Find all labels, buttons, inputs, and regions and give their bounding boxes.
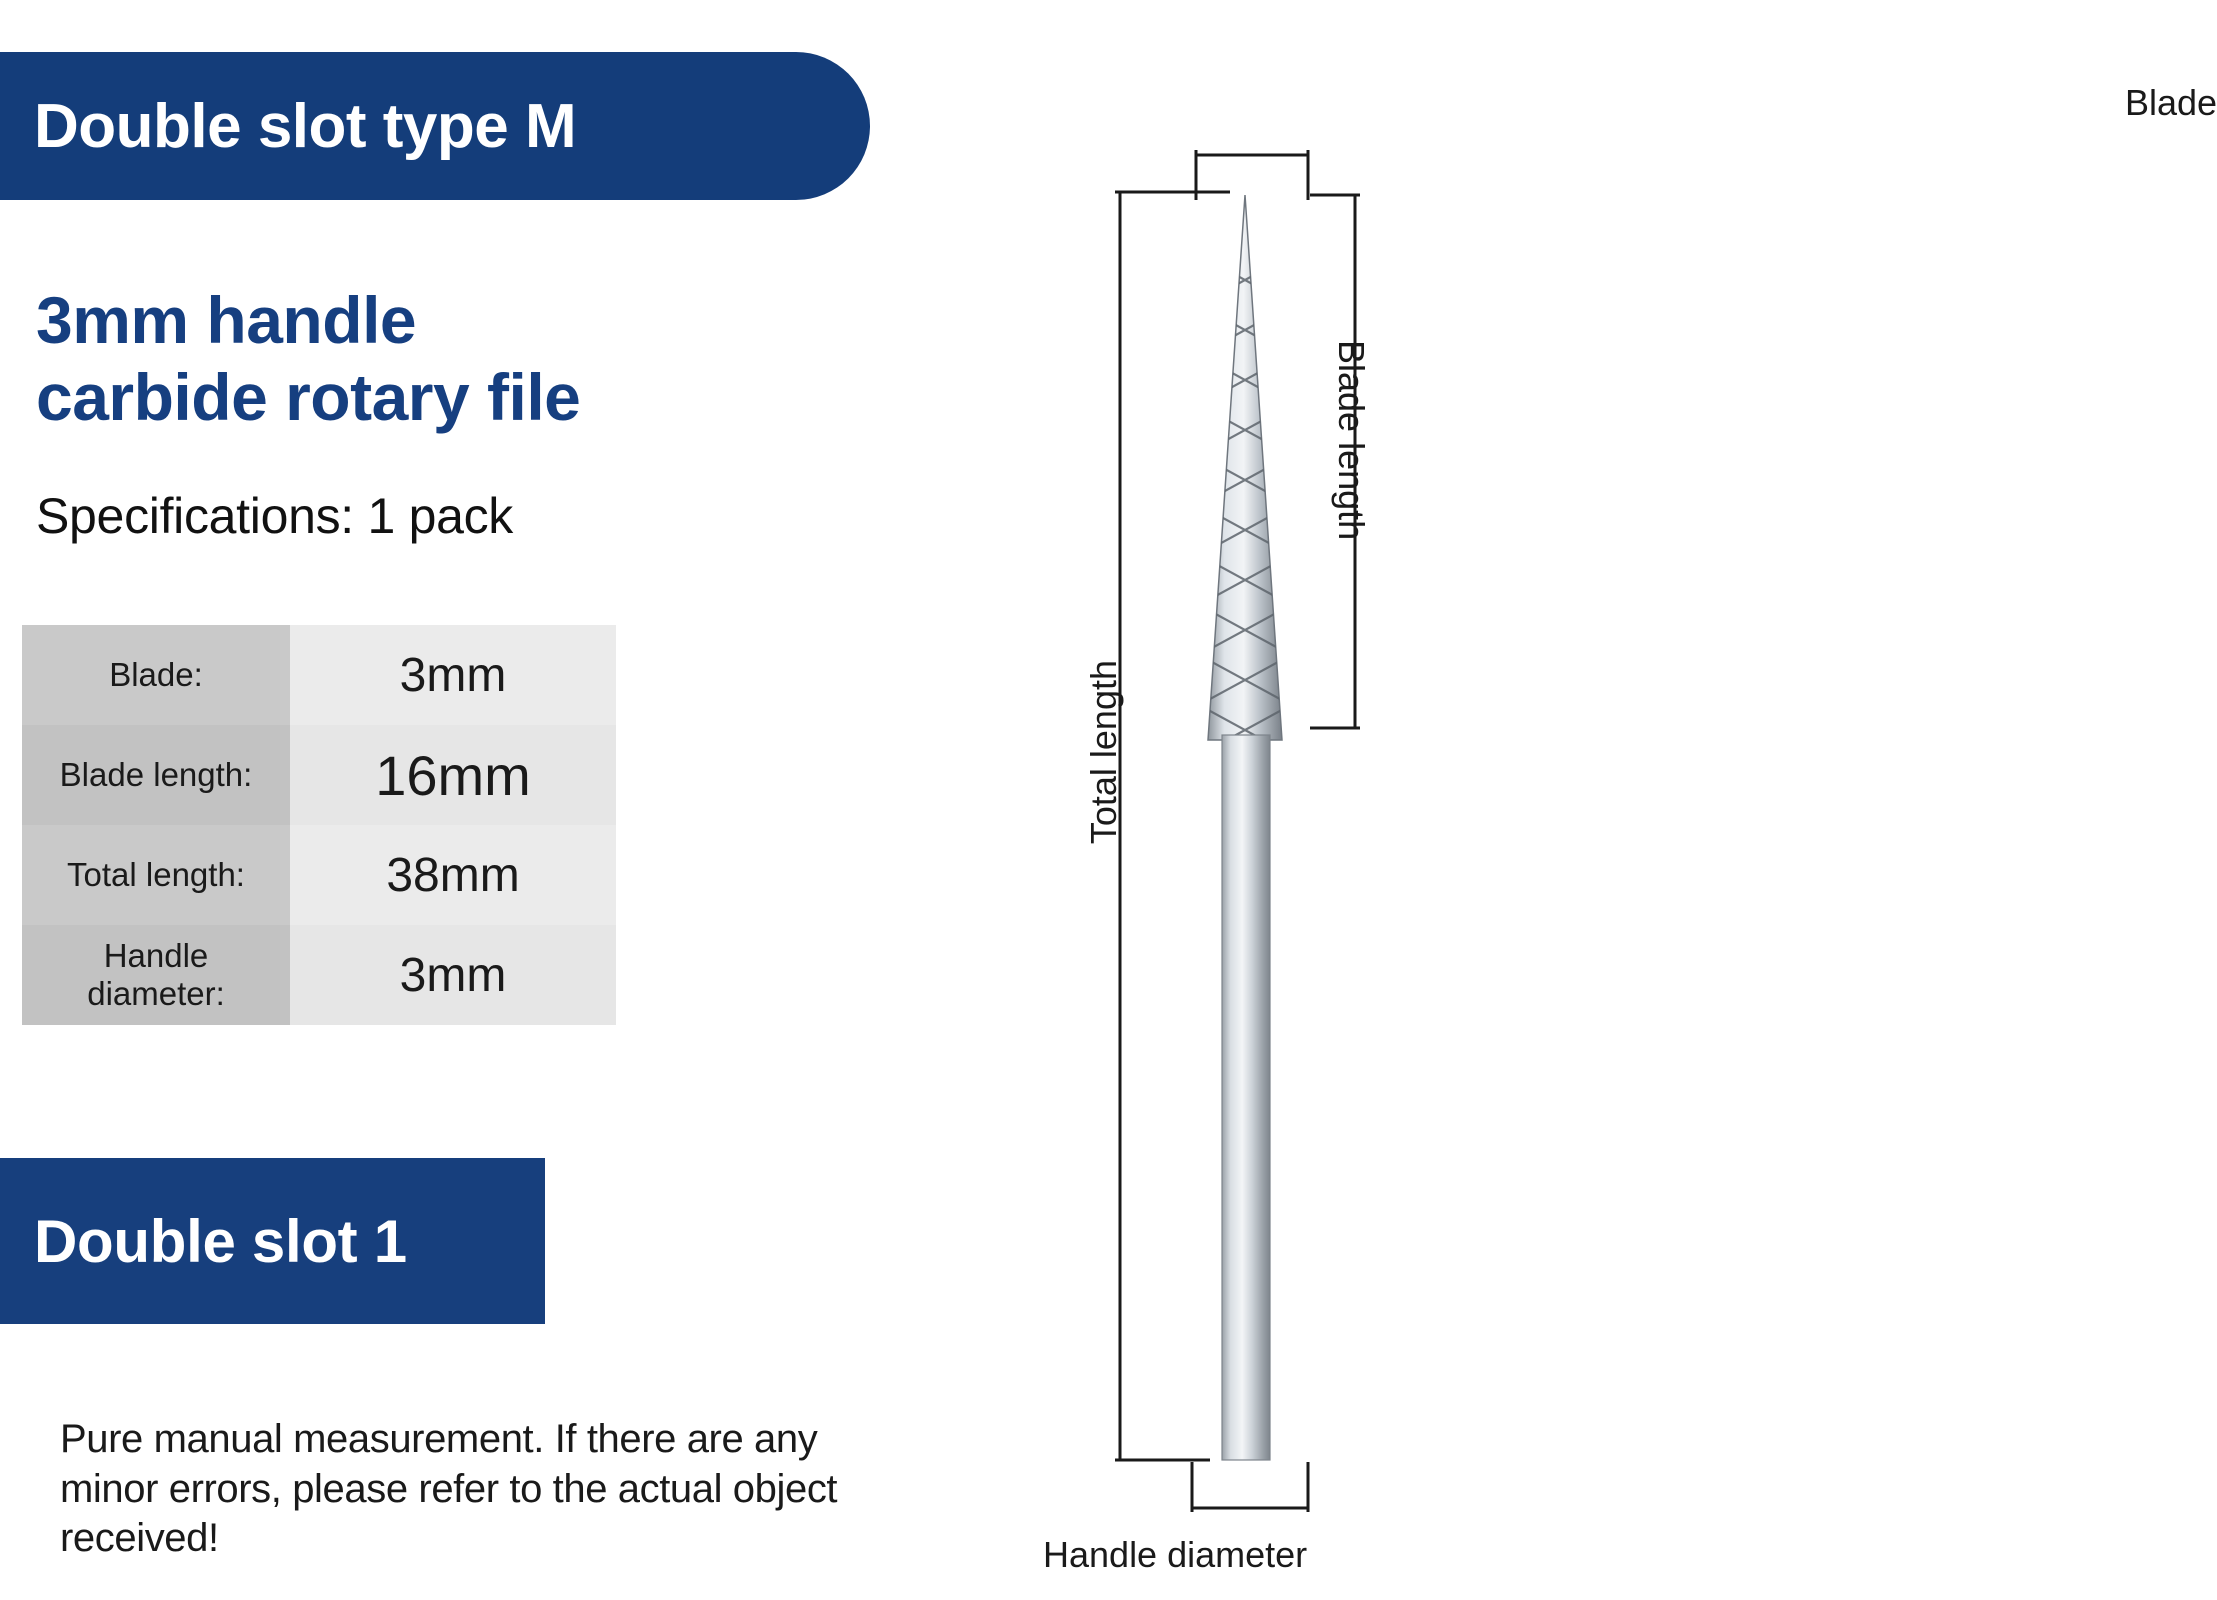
spec-key: Blade: [22, 625, 290, 725]
spec-key: Total length: [22, 825, 290, 925]
table-row [22, 825, 616, 925]
headline-line-1: 3mm handle [36, 283, 417, 357]
top-banner [0, 52, 870, 200]
disclaimer-text: Pure manual measurement. If there are any minor errors, please refer to the actual object received! [60, 1417, 838, 1561]
top-banner-label: Double slot type M [34, 91, 577, 161]
headline-line-2: carbide rotary file [36, 359, 581, 434]
handle-diameter-dimension-label: Handle diameter [1043, 1534, 1308, 1575]
page-title [36, 282, 856, 435]
blade-dimension-label: Blade [2125, 82, 2217, 123]
shaft [1222, 735, 1270, 1460]
cutter-head [1190, 195, 1300, 760]
blade-length-dimension-label: Blade length [1331, 340, 1372, 541]
product-illustration [940, 0, 2217, 1600]
specifications-line: Specifications: 1 pack [36, 488, 513, 544]
handle-diameter-dimension [1192, 1462, 1308, 1512]
spec-key: Handle diameter: [22, 925, 290, 1025]
table-row [22, 725, 616, 825]
spec-value: 38mm [290, 825, 616, 925]
rotary-file-diagram [940, 0, 1600, 1600]
total-length-dimension-label: Total length [1083, 660, 1124, 845]
bottom-banner-label: Double slot 1 [34, 1207, 407, 1275]
bottom-banner [0, 1158, 545, 1324]
spec-value: 16mm [290, 725, 616, 825]
total-length-dimension [1115, 192, 1230, 1460]
spec-table [22, 625, 616, 1025]
table-row [22, 625, 616, 725]
spec-key: Blade length: [22, 725, 290, 825]
spec-value: 3mm [290, 625, 616, 725]
spec-value: 3mm [290, 925, 616, 1025]
table-row [22, 925, 616, 1025]
